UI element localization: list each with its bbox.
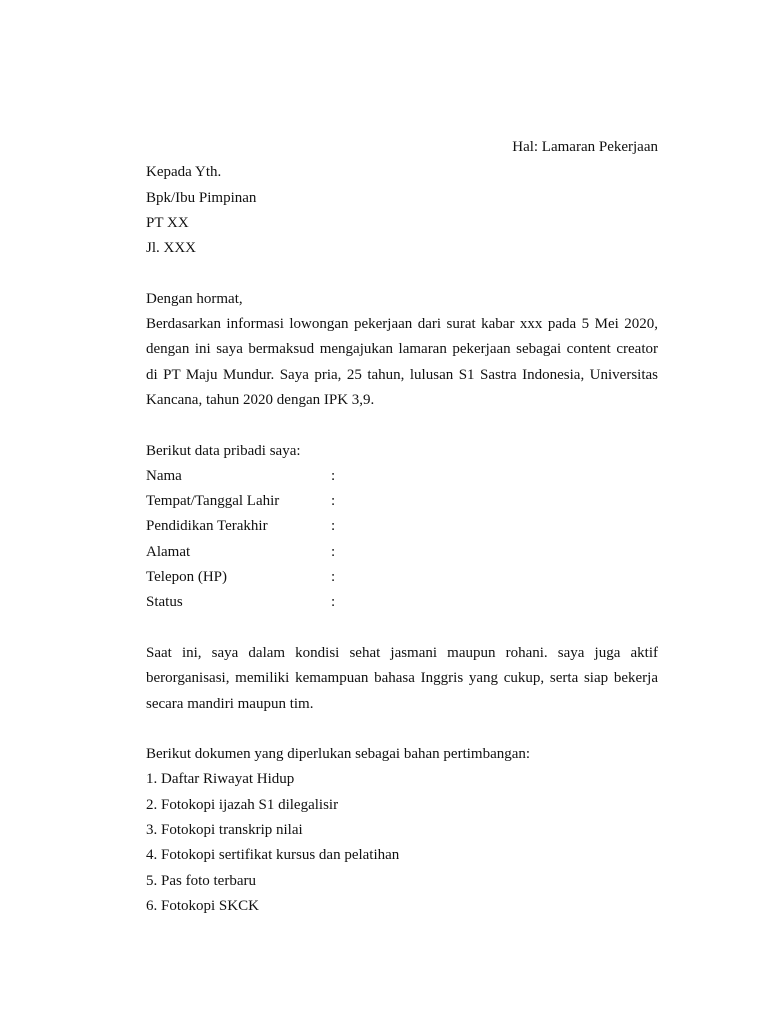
field-label: Alamat bbox=[146, 543, 191, 560]
condition-paragraph bbox=[146, 641, 658, 717]
field-label: Tempat/Tanggal Lahir bbox=[146, 493, 280, 510]
greeting: Dengan hormat, bbox=[146, 290, 243, 307]
spacer bbox=[146, 413, 658, 438]
field-row-tempat-tanggal-lahir bbox=[146, 489, 658, 514]
list-item: 3. Fotokopi transkrip nilai bbox=[146, 822, 303, 839]
recipient-line: PT XX bbox=[146, 214, 189, 231]
spacer bbox=[146, 717, 658, 742]
subject-line: Hal: Lamaran Pekerjaan bbox=[512, 139, 658, 155]
field-label: Telepon (HP) bbox=[146, 569, 228, 586]
field-row-pendidikan-terakhir bbox=[146, 514, 658, 539]
field-colon: : bbox=[331, 569, 336, 586]
list-item: 6. Fotokopi SKCK bbox=[146, 897, 259, 914]
recipient-line: Jl. XXX bbox=[146, 240, 197, 257]
list-item: 5. Pas foto terbaru bbox=[146, 872, 256, 889]
paragraph-line: Saat ini, saya dalam kondisi sehat jasmani maupun rohani. saya juga aktif bbox=[146, 644, 658, 661]
documents-heading: Berikut dokumen yang diperlukan sebagai bahan pertimbangan: bbox=[146, 746, 531, 763]
paragraph-line: di PT Maju Mundur. Saya pria, 25 tahun, lulusan S1 Sastra Indonesia, Universitas bbox=[146, 366, 658, 383]
field-colon: : bbox=[331, 543, 336, 560]
field-colon: : bbox=[331, 493, 336, 510]
field-label: Status bbox=[146, 594, 183, 611]
field-label: Nama bbox=[146, 467, 182, 484]
field-colon: : bbox=[331, 594, 336, 611]
documents-section bbox=[146, 742, 658, 919]
spacer bbox=[146, 261, 658, 286]
paragraph-line: Berdasarkan informasi lowongan pekerjaan dari surat kabar xxx pada 5 Mei 2020, bbox=[146, 316, 658, 333]
paragraph-line: dengan ini saya bermaksud mengajukan lamaran pekerjaan sebagai content creator bbox=[146, 341, 658, 358]
field-row-telepon bbox=[146, 565, 658, 590]
paragraph-line: secara mandiri maupun tim. bbox=[146, 695, 314, 712]
paragraph-line: berorganisasi, memiliki kemampuan bahasa Inggris yang cukup, serta siap bekerja bbox=[146, 670, 658, 687]
field-label: Pendidikan Terakhir bbox=[146, 518, 268, 535]
intro-paragraph bbox=[146, 312, 658, 413]
field-row-status bbox=[146, 590, 658, 615]
list-item: 2. Fotokopi ijazah S1 dilegalisir bbox=[146, 796, 339, 813]
spacer bbox=[146, 616, 658, 641]
recipient-line: Kepada Yth. bbox=[146, 164, 222, 181]
field-colon: : bbox=[331, 518, 336, 535]
letter-content bbox=[146, 135, 658, 919]
personal-data-section bbox=[146, 439, 658, 616]
field-row-nama bbox=[146, 464, 658, 489]
list-item: 4. Fotokopi sertifikat kursus dan pelatihan bbox=[146, 847, 400, 864]
field-colon: : bbox=[331, 467, 336, 484]
list-item: 1. Daftar Riwayat Hidup bbox=[146, 771, 295, 788]
paragraph-line: Kancana, tahun 2020 dengan IPK 3,9. bbox=[146, 391, 375, 408]
personal-data-heading: Berikut data pribadi saya: bbox=[146, 442, 301, 459]
recipient-block bbox=[146, 160, 658, 261]
recipient-line: Bpk/Ibu Pimpinan bbox=[146, 189, 257, 206]
field-row-alamat bbox=[146, 540, 658, 565]
